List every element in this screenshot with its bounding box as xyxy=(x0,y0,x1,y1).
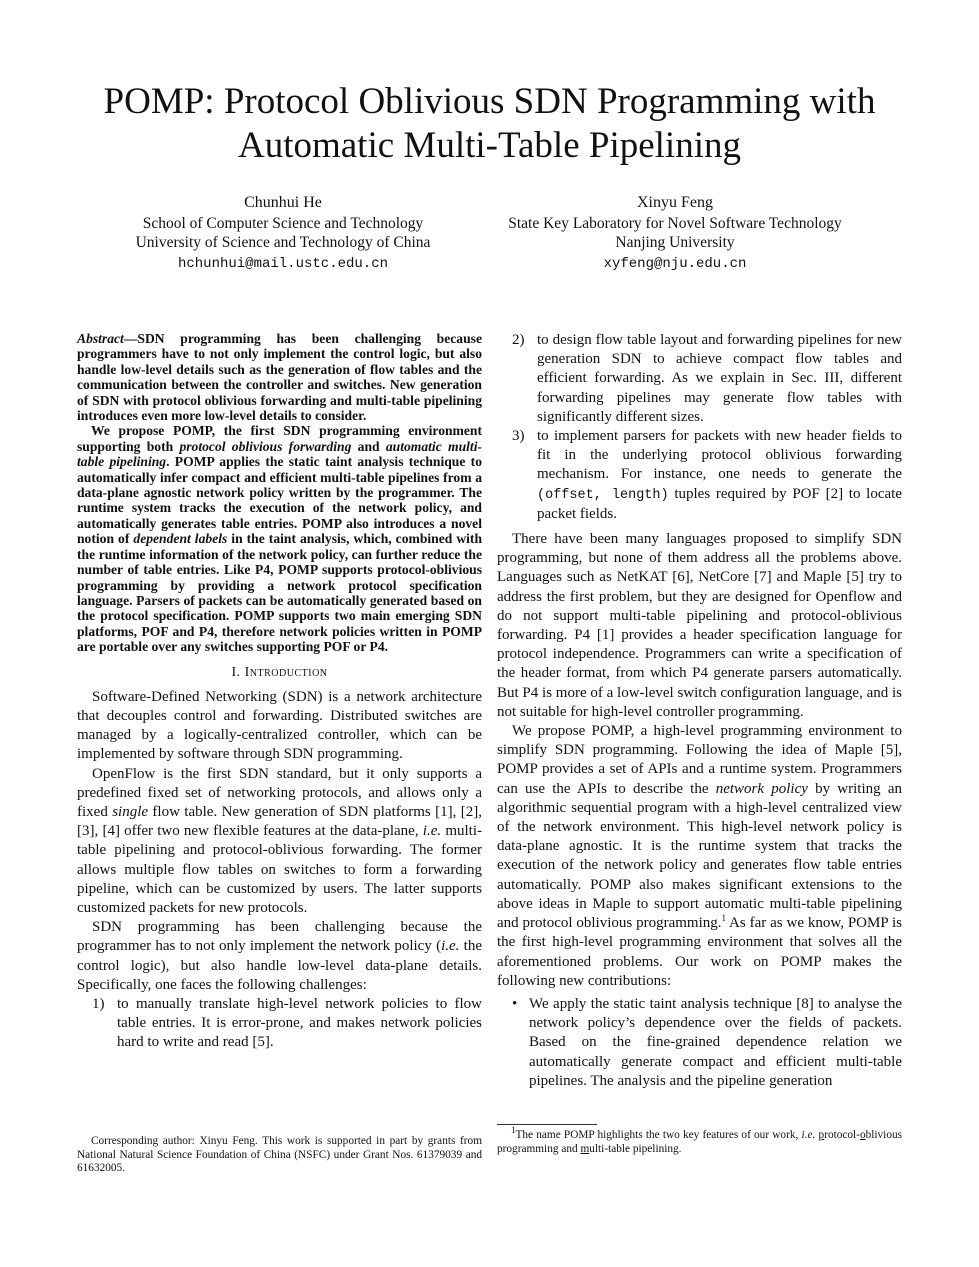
abstract-label: Abstract xyxy=(77,331,124,346)
author-affiliation-2: University of Science and Technology of China xyxy=(135,234,431,251)
author-email[interactable]: hchunhui@mail.ustc.edu.cn xyxy=(177,255,389,272)
list-item: 1) to manually translate high-level network policies to flow table entries. It is error-prone, and makes network policies hard to write and read [5]. xyxy=(92,995,482,1051)
left-column xyxy=(77,331,482,1053)
author-block-1 xyxy=(78,193,488,274)
title-line-2: Automatic Multi-Table Pipelining xyxy=(237,125,741,166)
intro-paragraph-5: We propose POMP, a high-level programming environment to simplify SDN programming. Following the idea of Maple [5], POMP provides a set of APIs and a runtime system. Programmers can use the APIs to describe the network policy by writing an algorithmic sequential program with a high-level centralized view of the network environment. This high-level network policy is data-plane agnostic. It is the runtime system that tracks the execution of the network policy and generates flow table entries automatically. POMP also makes significant extensions to the above ideas in Maple to support automatic multi-table pipelining and protocol oblivious programming.$^1$ As far as we know, POMP is the first high-level programming environment that solves all the aforementioned problems. Our work on POMP makes the following new contributions: xyxy=(497,723,903,989)
intro-paragraph-4: There have been many languages proposed to simplify SDN programming, but none of them address all the problems above. Languages such as NetKAT [6], NetCore [7] and Maple [5] try to address the first problem, but they are designed for Openflow and do not support multi-table pipelining and protocol-oblivious forwarding. P4 [1] provides a header specification language for protocol independence. Programmers can write a specification of the header format, from which P4 generate parsers automatically. But P4 is more of a low-level switch configuration language, and is not suitable for high-level controller programming. xyxy=(497,531,902,720)
paper-title xyxy=(40,80,939,168)
corresponding-author-note: Corresponding author: Xinyu Feng. This work is supported in part by grants from National Natural Science Foundation of China (NSFC) under Grant Nos. 61379039 and 61632005. xyxy=(77,1135,482,1174)
intro-paragraph-3: SDN programming has been challenging because the programmer has to not only implement the network policy (i.e. the control logic), but also handle low-level data-plane details. Specifically, one faces the following challenges: xyxy=(77,919,482,993)
challenges-list xyxy=(77,995,482,1053)
author-name: Xinyu Feng xyxy=(637,194,713,211)
right-column xyxy=(497,331,902,1091)
author-email[interactable]: xyfeng@nju.edu.cn xyxy=(603,255,747,272)
author-name: Chunhui He xyxy=(244,194,322,211)
author-affiliation-1: School of Computer Science and Technology xyxy=(142,214,424,232)
contributions-list xyxy=(497,995,902,1091)
abstract-paragraph-1: Abstract—SDN programming has been challenging because programmers have to not only implement the control logic, but also handle low-level details such as the generation of flow tables and the communication between the controller and switches. New generation of SDN with protocol oblivious forwarding and multi-table pipelining introduces even more low-level details to consider. xyxy=(77,331,482,424)
intro-paragraph-1: Software-Defined Networking (SDN) is a network architecture that decouples control and forwarding. Distributed switches are managed by a logically-centralized controller, which can be implemented by software through SDN programming. xyxy=(77,688,482,763)
author-block-2 xyxy=(470,193,880,274)
author-affiliation-1: State Key Laboratory for Novel Software Technology xyxy=(508,214,842,232)
abstract-paragraph-2: We propose POMP, the first SDN programming environment supporting both protocol oblivious forwarding and automatic multi-table pipelining. POMP applies the static taint analysis technique to automatically infer compact and efficient multi-table pipelines from a data-plane agnostic network policy written by the programmer. The runtime system tracks the execution of the network policy, and automatically generates table entries. POMP also introduces a novel notion of dependent labels in the taint analysis, which, combined with the runtime information of the network policy, can further reduce the number of table entries. Like P4, POMP supports protocol-oblivious programming by providing a network protocol specification language. Parsers of packets can be automatically generated based on the protocol specification. POMP supports two main emerging SDN platforms, POF and P4, therefore network policies written in POMP are portable over any switches supporting POF or P4. xyxy=(77,423,483,655)
footnote: $^1$The name POMP highlights the two key features of our work, i.e. protocol-oblivious programming and multi-table pipelining. xyxy=(497,1125,903,1155)
footnote-marker[interactable]: 1 xyxy=(721,913,727,924)
list-item: 3) to implement parsers for packets with new header fields to fit in the underlying protocol oblivious forwarding mechanism. For instance, one needs to generate the (offset, length) tuples required by POF [2] to locate packet fields. xyxy=(512,428,902,522)
title-line-1: POMP: Protocol Oblivious SDN Programming with xyxy=(103,81,876,122)
bullet-icon: • xyxy=(512,995,518,1012)
author-affiliation-2: Nanjing University xyxy=(615,234,735,251)
list-item: • We apply the static taint analysis technique [8] to analyse the network policy’s dependence over the fields of packets. Based on the fine-grained dependence relation we automatically generate compact and efficient multi-table pipelines. The analysis and the pipeline generation xyxy=(512,995,902,1089)
intro-paragraph-2: OpenFlow is the first SDN standard, but it only supports a predefined fixed set of networking protocols, and allows only a fixed single flow table. New generation of SDN platforms [1], [2], [3], [4] offer two new flexible features at the data-plane, i.e. multi-table pipelining and protocol-oblivious forwarding. The former allows multiple flow tables on switches to form a forwarding pipeline, which can be customized by users. The latter supports customized packets for new protocols. xyxy=(77,765,482,916)
abstract xyxy=(77,331,482,655)
section-heading: I. Introduction xyxy=(231,664,328,680)
list-item: 2) to design flow table layout and forwarding pipelines for new generation SDN to achieve compact flow tables and efficient forwarding. As we explain in Sec. III, different forwarding pipelines may generate flow tables with significantly different sizes. xyxy=(512,332,902,425)
challenges-list-continued xyxy=(497,331,902,524)
